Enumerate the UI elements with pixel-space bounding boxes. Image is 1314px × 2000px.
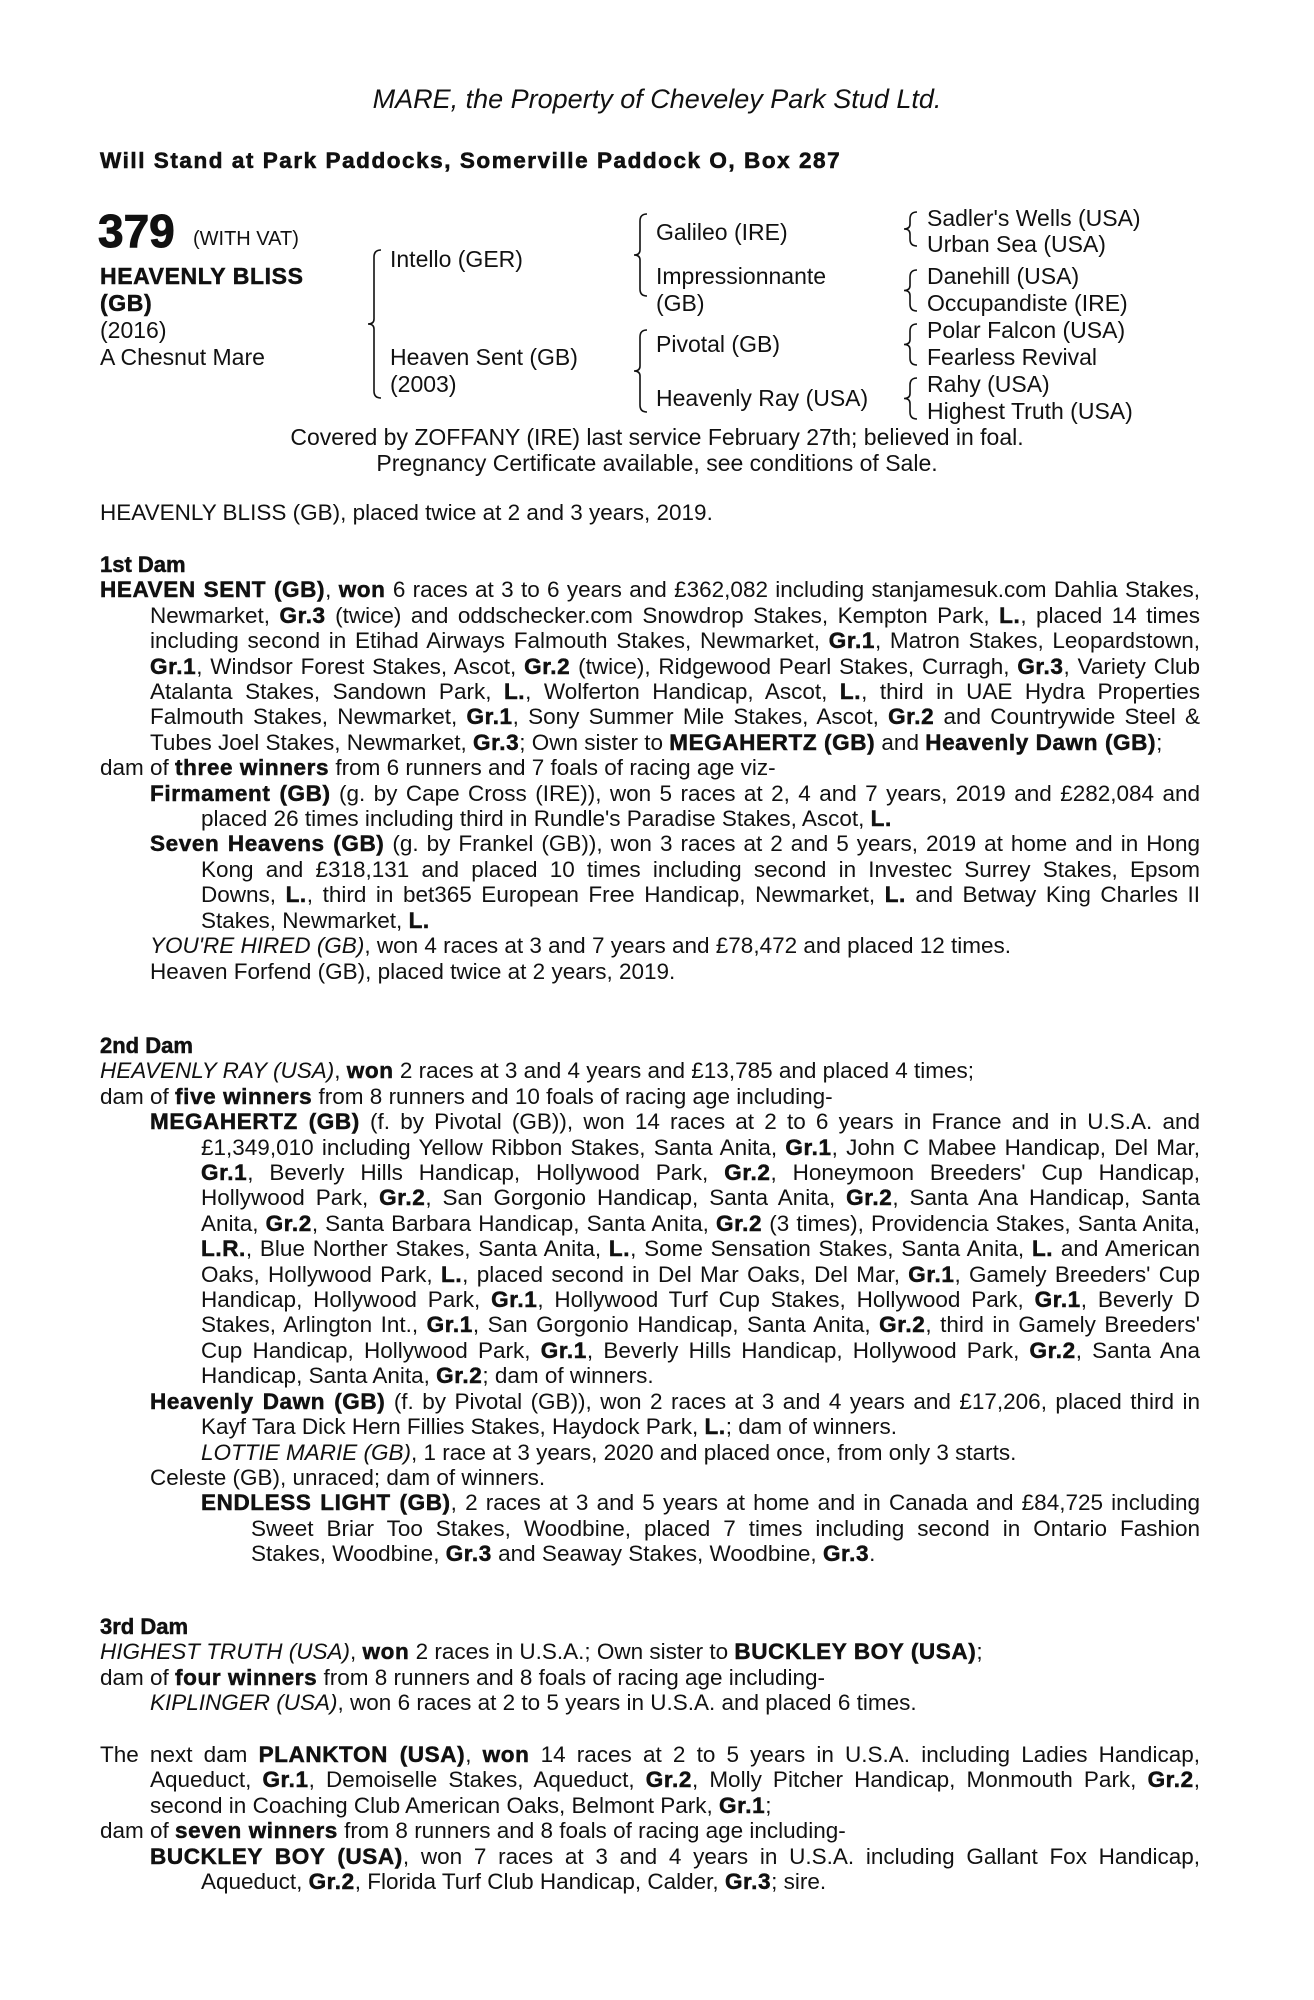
first-dam-section (0, 552, 1314, 984)
pedigree-paragraph (0, 1084, 1314, 1109)
brace-icon (634, 330, 647, 412)
text-run: ; dam of winners. (725, 1414, 898, 1440)
bold-text: PLANKTON (USA) (258, 1742, 466, 1767)
pedigree-paragraph (0, 1742, 1314, 1818)
text-run: from 6 runners and 7 foals of racing age viz- (329, 755, 776, 781)
text-run: , San Gorgonio Handicap, Santa Anita, (472, 1312, 880, 1338)
italic-text: HIGHEST TRUTH (USA) (100, 1639, 350, 1665)
vat-note: (WITH VAT) (193, 228, 299, 250)
bold-text: Gr.1 (785, 1134, 832, 1160)
text-run: ; (1156, 729, 1163, 755)
pedigree-paragraph (0, 1690, 1314, 1715)
bold-text: Gr.3 (473, 729, 520, 755)
bold-text: four winners (175, 1664, 318, 1690)
bold-text: Heavenly Dawn (GB) (150, 1388, 386, 1414)
bold-text: L. (408, 907, 430, 933)
pedigree-sire-sire: Galileo (IRE) (656, 219, 788, 245)
bold-text: L. (704, 1414, 726, 1440)
bold-text: MEGAHERTZ (GB) (669, 729, 876, 755)
text-run: (f. by Pivotal (GB)), won 2 races at 3 and 4 years and £17,206, placed third in Kayf Tara Dick Hern Fillies Stakes, Haydock Park, (201, 1388, 1200, 1440)
text-run: , Santa Barbara Handicap, Santa Anita, (311, 1210, 716, 1236)
text-run: 2 races in U.S.A.; Own sister to (409, 1639, 735, 1665)
text-run: , Florida Turf Club Handicap, Calder, (354, 1869, 725, 1895)
pedigree-paragraph (0, 831, 1314, 933)
text-run: , San Gorgonio Handicap, Santa Anita, (425, 1185, 847, 1211)
text-run: , Wolferton Handicap, Ascot, (525, 679, 840, 705)
text-run: ; (976, 1639, 983, 1665)
text-run: , Beverly Hills Handicap, Hollywood Park, (247, 1160, 725, 1186)
bold-text: Gr.1 (426, 1312, 473, 1338)
pregnancy-note: Pregnancy Certificate available, see conditions of Sale. (376, 450, 938, 476)
pedigree-dam: Heaven Sent (GB) (390, 344, 578, 370)
stand-location: Will Stand at Park Paddocks, Somerville Paddock O, Box 287 (100, 148, 842, 173)
bold-text: won (362, 1639, 410, 1665)
bold-text: Gr.3 (822, 1541, 870, 1567)
pedigree-paragraph (0, 1440, 1314, 1465)
pedigree-sire: Intello (GER) (390, 246, 523, 272)
text-run: Heaven Forfend (GB), placed twice at 2 years, 2019. (150, 958, 676, 984)
bold-text: five winners (175, 1083, 313, 1109)
bold-text: Gr.2 (308, 1869, 355, 1895)
text-run: , Sony Summer Mile Stakes, Ascot, (512, 704, 889, 730)
bold-text: Gr.1 (491, 1287, 538, 1313)
text-run: . (869, 1541, 876, 1567)
bold-text: Gr.1 (201, 1160, 248, 1186)
bold-text: Gr.2 (715, 1210, 763, 1236)
text-run: , (334, 1058, 347, 1084)
pedigree-dam-dam: Heavenly Ray (USA) (656, 385, 869, 411)
pedigree-ggp: Urban Sea (USA) (927, 231, 1106, 257)
bold-text: Gr.2 (524, 653, 571, 679)
text-run: , Beverly D Stakes, Arlington Int., (201, 1287, 1200, 1338)
bold-text: L. (608, 1236, 631, 1262)
bold-text: MEGAHERTZ (GB) (150, 1109, 360, 1135)
text-run: 6 races at 3 to 6 years and £362,082 including stanjamesuk.com Dahlia Stakes, Newmarket, (150, 577, 1200, 628)
text-run: , placed second in Del Mar Oaks, Del Mar, (462, 1261, 909, 1287)
text-run: , (325, 577, 339, 603)
text-run: , John C Mabee Handicap, Del Mar, (831, 1134, 1201, 1160)
bold-text: BUCKLEY BOY (USA) (150, 1843, 403, 1869)
text-run: , Molly Pitcher Handicap, Monmouth Park, (691, 1767, 1148, 1793)
text-run: , Santa Ana Handicap, Santa Anita, (201, 1337, 1200, 1389)
brace-icon (634, 214, 647, 296)
brace-icon (904, 324, 917, 365)
text-run: , Windsor Forest Stakes, Ascot, (196, 653, 525, 679)
bold-text: Gr.2 (265, 1210, 312, 1236)
text-run: (f. by Pivotal (GB)), won 14 races at 2 to 6 years in France and in U.S.A. and £1,349,010 including Yellow Ribbon Stakes, Santa Anita, (201, 1109, 1200, 1160)
text-run: dam of (100, 1818, 176, 1844)
bold-text: L. (285, 882, 307, 908)
pedigree-paragraph (0, 933, 1314, 958)
pedigree-paragraph (0, 1389, 1314, 1440)
bold-text: Gr.1 (828, 628, 875, 654)
pedigree-paragraph (0, 1465, 1314, 1490)
text-run: , won 7 races at 3 and 4 years in U.S.A. including Gallant Fox Handicap, Aqueduct, (201, 1843, 1200, 1895)
text-run: , Demoiselle Stakes, Aqueduct, (308, 1767, 646, 1793)
text-run: , second in Coaching Club American Oaks, Belmont Park, (150, 1767, 1201, 1818)
text-run: ; dam of winners. (482, 1363, 654, 1389)
pedigree-paragraph (0, 1844, 1314, 1895)
pedigree-paragraph (0, 1058, 1314, 1083)
text-run: , Hollywood Turf Cup Stakes, Hollywood Park, (537, 1287, 1035, 1313)
bold-text: L.R. (201, 1236, 246, 1262)
bold-text: Gr.1 (150, 653, 197, 679)
bold-text: Seven Heavens (GB) (150, 831, 385, 857)
text-run: (twice), Ridgewood Pearl Stakes, Curragh, (570, 653, 1018, 679)
horse-description: A Chesnut Mare (100, 344, 265, 370)
italic-text: HEAVENLY RAY (USA) (100, 1058, 335, 1084)
bold-text: seven winners (175, 1818, 338, 1844)
brace-icon (904, 212, 917, 246)
text-run: dam of (100, 1083, 176, 1109)
text-run: dam of (100, 1664, 176, 1690)
bold-text: Gr.1 (540, 1337, 587, 1363)
bold-text: L. (1031, 1236, 1054, 1262)
text-run: (g. by Cape Cross (IRE)), won 5 races at 2, 4 and 7 years, 2019 and £282,084 and placed 26 times including third in Rundle's Paradise Stakes, Ascot, (201, 780, 1200, 832)
text-run: , third in Gamely Breeders' Cup Handicap, Hollywood Park, (201, 1312, 1201, 1363)
text-run: Celeste (GB), unraced; dam of winners. (150, 1464, 546, 1490)
text-run: (twice) and oddschecker.com Snowdrop Stakes, Kempton Park, (325, 602, 1000, 628)
bold-text: Gr.2 (436, 1363, 483, 1389)
bold-text: Gr.1 (262, 1767, 309, 1793)
bold-text: Gr.2 (1147, 1767, 1194, 1793)
bold-text: Gr.3 (279, 602, 326, 628)
text-run: from 8 runners and 8 foals of racing age including- (337, 1818, 846, 1844)
pedigree-sire-dam: Impressionnante (656, 263, 827, 289)
bold-text: L. (839, 679, 862, 705)
bold-text: L. (870, 806, 892, 832)
covered-note: Covered by ZOFFANY (IRE) last service February 27th; believed in foal. (290, 424, 1024, 450)
bold-text: Gr.2 (1029, 1337, 1076, 1363)
section-heading: 3rd Dam (100, 1614, 189, 1639)
text-run: dam of (100, 755, 176, 781)
bold-text: Gr.2 (846, 1185, 893, 1211)
bold-text: Gr.2 (379, 1185, 426, 1211)
text-run: , placed 14 times including second in Etihad Airways Falmouth Stakes, Newmarket, (150, 602, 1201, 654)
text-run: , Santa Ana Handicap, Santa Anita, (201, 1185, 1200, 1236)
bold-text: won (338, 577, 386, 603)
text-run: and Betway King Charles II Stakes, Newmarket, (201, 882, 1201, 933)
text-run: , Honeymoon Breeders' Cup Handicap, Hollywood Park, (201, 1160, 1200, 1211)
italic-text: KIPLINGER (USA) (150, 1690, 338, 1716)
text-run: , Some Sensation Stakes, Santa Anita, (630, 1236, 1032, 1262)
pedigree-dam-sire: Pivotal (GB) (656, 331, 780, 357)
text-run: ; sire. (771, 1869, 827, 1895)
pedigree-sire-dam-country: (GB) (656, 290, 705, 316)
text-run: (g. by Frankel (GB)), won 3 races at 2 and 5 years, 2019 at home and in Hong Kong and £318,131 and placed 10 times including second in Investec Surrey Stakes, Epsom Downs, (201, 831, 1200, 908)
pedigree-paragraph (0, 959, 1314, 984)
text-run: , Beverly Hills Handicap, Hollywood Park, (586, 1337, 1030, 1363)
brace-icon (904, 378, 917, 419)
brace-icon (368, 250, 381, 398)
text-run: , won 6 races at 2 to 5 years in U.S.A. and placed 6 times. (337, 1690, 917, 1716)
pedigree-ggp: Sadler's Wells (USA) (927, 205, 1141, 231)
text-run: 14 races at 2 to 5 years in U.S.A. including Ladies Handicap, Aqueduct, (150, 1742, 1200, 1793)
bold-text: Gr.3 (1017, 653, 1064, 679)
section-heading: 1st Dam (100, 552, 186, 577)
race-summary: HEAVENLY BLISS (GB), placed twice at 2 and 3 years, 2019. (100, 500, 713, 525)
bold-text: Gr.3 (445, 1541, 492, 1567)
text-run: and Countrywide Steel & Tubes Joel Stakes, Newmarket, (150, 704, 1200, 755)
bold-text: L. (999, 602, 1021, 628)
text-run: ; Own sister to (519, 729, 670, 755)
pedigree-paragraph (0, 1639, 1314, 1664)
pedigree-paragraph (0, 1665, 1314, 1690)
bold-text: Gr.3 (724, 1869, 772, 1895)
text-run: and American Oaks, Hollywood Park, (201, 1236, 1200, 1287)
bold-text: ENDLESS LIGHT (GB) (201, 1490, 451, 1516)
text-run: , third in bet365 European Free Handicap, Newmarket, (306, 882, 885, 908)
text-run: , Variety Club Atalanta Stakes, Sandown Park, (150, 653, 1201, 705)
bold-text: Gr.1 (719, 1792, 766, 1818)
pedigree-ggp: Rahy (USA) (927, 371, 1050, 397)
bold-text: Gr.1 (1034, 1287, 1081, 1313)
pedigree-ggp: Fearless Revival (927, 344, 1097, 370)
pedigree-ggp: Occupandiste (IRE) (927, 290, 1128, 316)
italic-text: YOU'RE HIRED (GB) (150, 933, 365, 959)
text-run: , third in UAE Hydra Properties Falmouth Stakes, Newmarket, (150, 679, 1200, 730)
bold-text: Firmament (GB) (150, 780, 331, 806)
bold-text: three winners (175, 755, 330, 781)
text-run: , 1 race at 3 years, 2020 and placed once, from only 3 starts. (411, 1439, 1017, 1465)
text-run: , Blue Norther Stakes, Santa Anita, (245, 1236, 609, 1262)
text-run: from 8 runners and 8 foals of racing age including- (317, 1664, 826, 1690)
bold-text: Heavenly Dawn (GB) (925, 729, 1157, 755)
bold-text: Gr.2 (888, 704, 935, 730)
text-run: , Gamely Breeders' Cup Handicap, Hollywood Park, (201, 1261, 1200, 1313)
third-dam-section (0, 1614, 1314, 1716)
text-run: , won 4 races at 3 and 7 years and £78,472 and placed 12 times. (364, 933, 1011, 959)
bold-text: Gr.1 (908, 1261, 955, 1287)
text-run: (3 times), Providencia Stakes, Santa Anita, (762, 1210, 1200, 1236)
text-run: , (350, 1639, 363, 1665)
pedigree-paragraph (0, 1109, 1314, 1388)
bold-text: won (482, 1742, 530, 1767)
bold-text: Gr.1 (466, 704, 513, 730)
pedigree-ggp: Highest Truth (USA) (927, 398, 1133, 424)
bold-text: HEAVEN SENT (GB) (100, 577, 326, 603)
bold-text: L. (884, 882, 906, 908)
bold-text: L. (440, 1261, 463, 1287)
text-run: from 8 runners and 10 foals of racing age including- (312, 1083, 833, 1109)
pedigree-ggp: Danehill (USA) (927, 263, 1080, 289)
bold-text: Gr.2 (879, 1312, 926, 1338)
text-run: , (465, 1742, 483, 1767)
pedigree-paragraph (0, 1818, 1314, 1843)
text-run: 2 races at 3 and 4 years and £13,785 and placed 4 times; (393, 1058, 974, 1084)
pedigree-paragraph (0, 781, 1314, 832)
next-dam-section (0, 1742, 1314, 1894)
pedigree-paragraph (0, 577, 1314, 755)
brace-icon (904, 270, 917, 311)
horse-name-country: (GB) (100, 290, 153, 316)
bold-text: L. (503, 679, 526, 705)
bold-text: Gr.2 (645, 1767, 692, 1793)
horse-name: HEAVENLY BLISS (100, 263, 304, 289)
text-run: ; (765, 1792, 772, 1818)
bold-text: BUCKLEY BOY (USA) (734, 1639, 977, 1665)
page-title: MARE, the Property of Cheveley Park Stud Ltd. (372, 84, 942, 114)
pedigree-dam-year: (2003) (390, 371, 457, 397)
second-dam-section (0, 1033, 1314, 1567)
pedigree-ggp: Polar Falcon (USA) (927, 317, 1126, 343)
section-heading: 2nd Dam (100, 1033, 193, 1058)
bold-text: Gr.2 (724, 1160, 771, 1186)
text-run: and Seaway Stakes, Woodbine, (491, 1541, 823, 1567)
italic-text: LOTTIE MARIE (GB) (201, 1439, 412, 1465)
bold-text: won (346, 1058, 394, 1084)
text-run: , 2 races at 3 and 5 years at home and in Canada and £84,725 including Sweet Briar Too Stakes, Woodbine, placed 7 times including second in Ontario Fashion Stakes, Woodbine, (251, 1490, 1200, 1567)
text-run: , Matron Stakes, Leopardstown, (874, 628, 1201, 654)
pedigree-paragraph (0, 1490, 1314, 1566)
lot-number: 379 (98, 205, 175, 257)
text-run: The next dam (100, 1742, 259, 1767)
pedigree-paragraph (0, 755, 1314, 780)
foaling-year: (2016) (100, 317, 167, 343)
text-run: and (875, 729, 926, 755)
